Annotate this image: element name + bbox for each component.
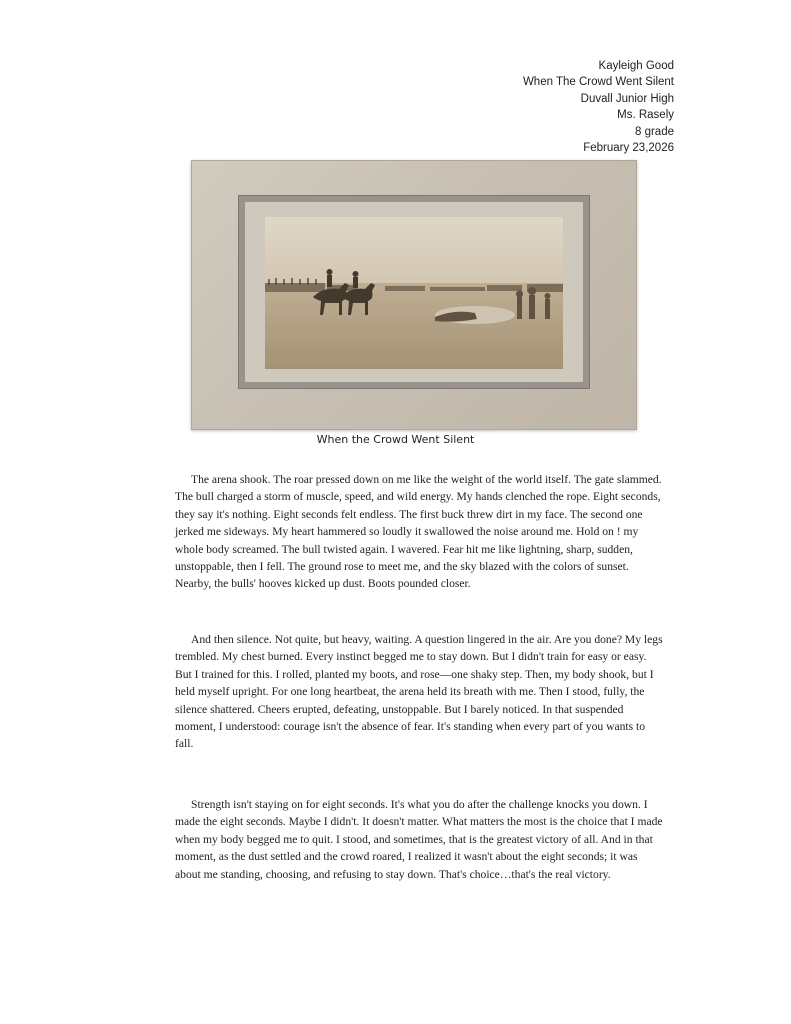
paragraph-2: [175, 631, 665, 753]
author-name: Kayleigh Good: [598, 60, 674, 72]
school-name: Duvall Junior High: [580, 92, 674, 105]
vintage-photo-card: [191, 160, 637, 430]
paragraph-3: [175, 796, 665, 883]
rodeo-scene-image: [265, 217, 563, 369]
paragraph-1: [175, 471, 665, 593]
grade-level: 8 grade: [634, 125, 674, 138]
figure-caption: When the Crowd Went Silent: [316, 433, 475, 446]
essay-title: When The Crowd Went Silent: [522, 76, 674, 89]
paragraph-2-text: And then silence. Not quite, but heavy, waiting. A question lingered in the air. Are you done? My legs trembled. My chest burned. Every instinct begged me to stay down. But I didn't train for easy or easy. But I trained for this. I rolled, planted my boots, and rose—one shaky step. Then, my body shook, but I held myself upright. For one long heartbeat, the arena held its breath with me. Then I stood, fully, the silence shattered. Cheers erupted, defeating, unstoppable. But I barely noticed. In that suspended moment, I understood: courage isn't the absence of fear. It's standing when every part of you wants to fall.: [175, 633, 663, 751]
teacher-name: Ms. Rasely: [617, 109, 674, 122]
header-block: [523, 58, 674, 156]
paragraph-3-text: Strength isn't staying on for eight seconds. It's what you do after the challenge knocks you down. I made the eight seconds. Maybe I didn't. It doesn't matter. What matters the most is the choice that I made when my body begged me to quit. I stood, and sometimes, that is the greatest victory of all. And in that moment, as the dust settled and the crowd roared, I realized it wasn't about the eight seconds; it was about me standing, choosing, and refusing to stay down. That's choice…that's the real victory.: [175, 798, 663, 881]
rodeo-photograph: [265, 217, 563, 369]
essay-date: February 23,2026: [583, 142, 674, 155]
paragraph-1-text: The arena shook. The roar pressed down on me like the weight of the world itself. The gate slammed. The bull charged a storm of muscle, speed, and wild energy. My hands clenched the rope. Eight seconds, they say it's nothing. Eight seconds felt endless. The first buck threw dirt in my face. The second one jerked me sideways. My heart hammered so loudly it swallowed the noise around me. Hold on ! my whole body screamed. The bull twisted again. I wavered. Fear hit me like lightning, sharp, sudden, unstoppable, then I fell. The ground rose to meet me, and the sky blazed with the colors of sunset. Nearby, the bulls' hooves kicked up dust. Boots pounded closer.: [175, 473, 662, 591]
